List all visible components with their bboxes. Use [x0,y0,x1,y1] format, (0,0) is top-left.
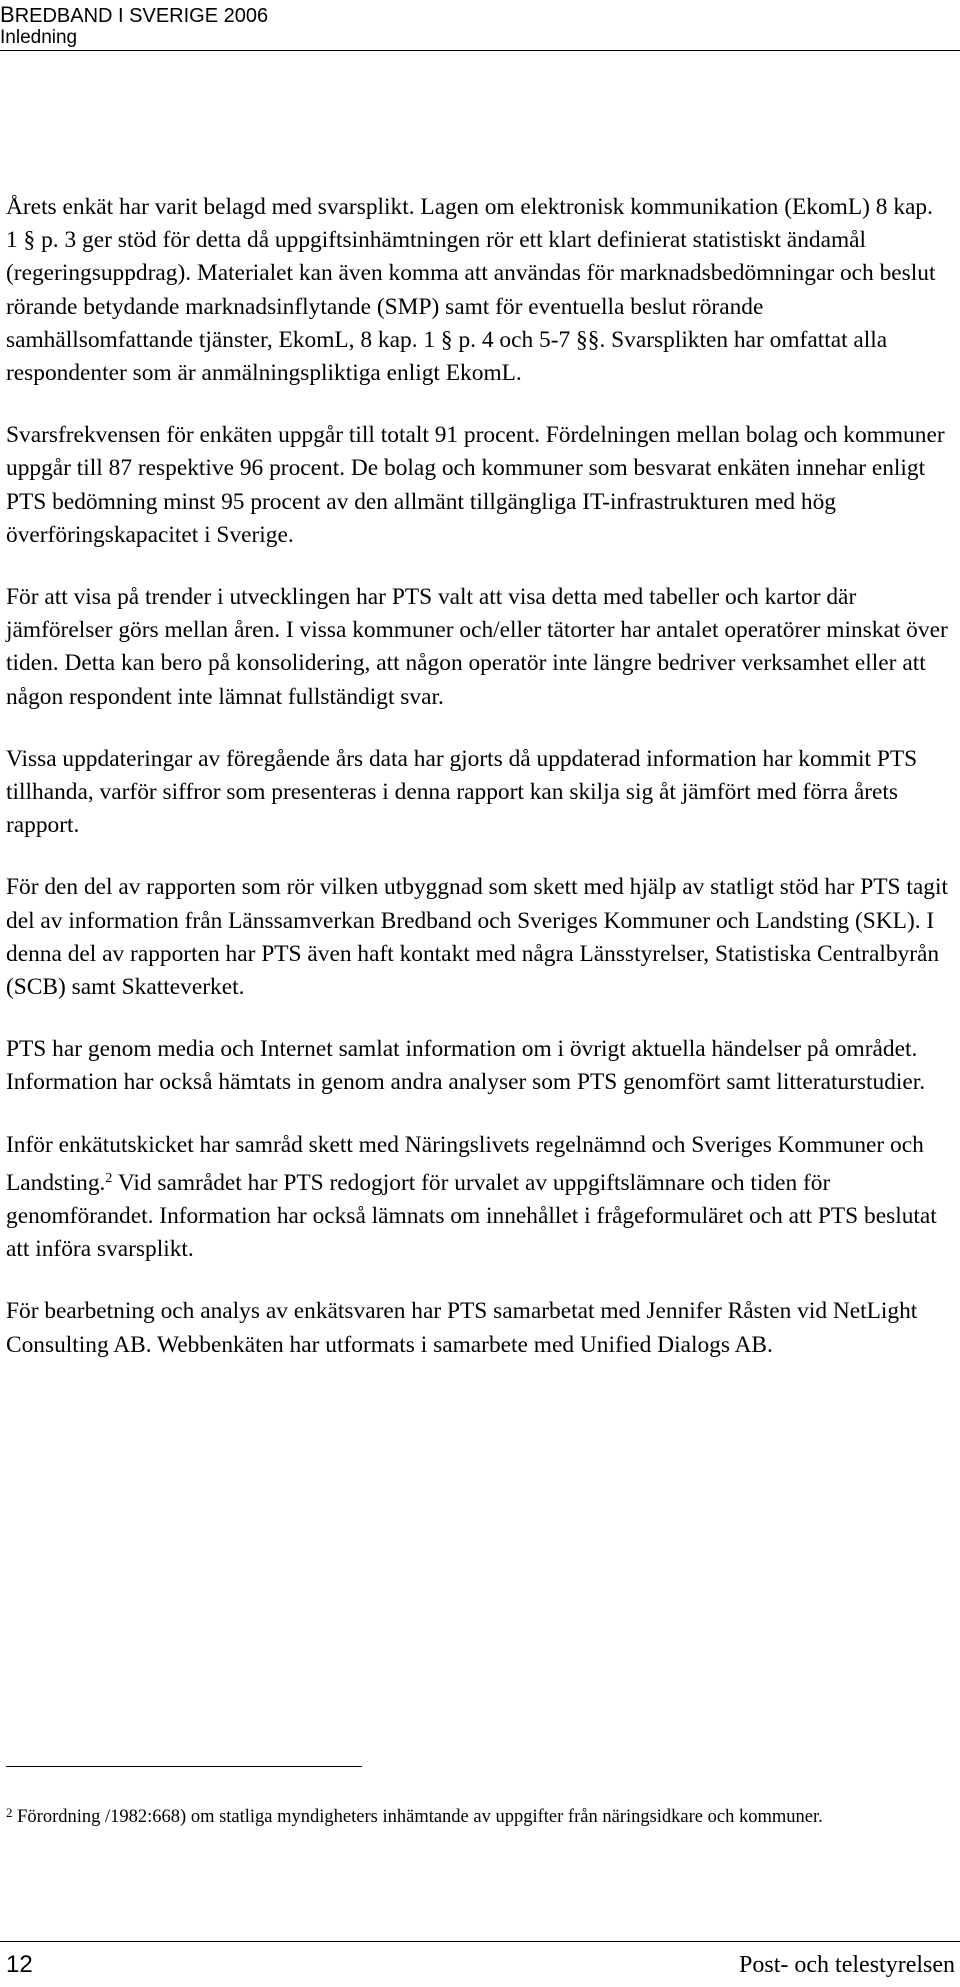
page-number: 12 [6,1951,33,1978]
paragraph: Svarsfrekvensen för enkäten uppgår till totalt 91 procent. Fördelningen mellan bolag och kommuner uppgår till 87 respektive 96 procent. De bolag och kommuner som besvarat enkäten innehar enligt PTS bedömning minst 95 procent av den allmänt tillgängliga IT-infrastrukturen med hög överföringskapacitet i Sverige. [6,422,945,548]
publisher-name: Post- och telestyrelsen [739,1952,955,1978]
body-text [6,191,950,1391]
paragraph: För att visa på trender i utvecklingen har PTS valt att visa detta med tabeller och kartor där jämförelser görs mellan åren. I vissa kommuner och/eller tätorter har antalet operatörer minskat över tiden. Detta kan bero på konsolidering, att någon operatör inte längre bedriver verksamhet eller att någon respondent inte lämnat fullständigt svar. [6,584,948,710]
report-title [0,4,960,27]
paragraph: Vissa uppdateringar av föregående års data har gjorts då uppdaterad information har kommit PTS tillhanda, varför siffror som presenteras i denna rapport kan skilja sig åt jämfört med förra årets rapport. [6,745,918,839]
paragraph-text: Vid samrådet har PTS redogjort för urvalet av uppgiftslämnare och tiden för genomförandet. Information har också lämnats om innehållet i frågeformuläret och att PTS beslutat att införa svarsplikt. [6,1169,937,1263]
section-name: Inledning [0,27,78,48]
footnote-reference: 2 [105,1170,113,1186]
report-title-rest: REDBAND I SVERIGE 2006 [14,5,269,27]
header-divider [0,50,960,51]
paragraph: För bearbetning och analys av enkätsvaren har PTS samarbetat med Jennifer Råsten vid NetLight Consulting AB. Webbenkäten har utformats i samarbete med Unified Dialogs AB. [6,1298,918,1358]
paragraph: Årets enkät har varit belagd med svarsplikt. Lagen om elektronisk kommunikation (EkomL) 8 kap. 1 § p. 3 ger stöd för detta då uppgiftsinhämtningen rör ett klart definierat statistiskt ändamål (regeringsuppdrag). Materialet kan även komma att användas för marknadsbedömningar och beslut rörande betydande marknadsinflytande (SMP) samt för eventuella beslut rörande samhällsomfattande tjänster, EkomL, 8 kap. 1 § p. 4 och 5-7 §§. Svarsplikten har omfattat alla respondenter som är anmälningspliktiga enligt EkomL. [6,194,936,387]
footnote-text: Förordning /1982:668) om statliga myndigheters inhämtande av uppgifter från näringsidkare och kommuner. [12,1807,823,1827]
footnote [6,1798,950,1832]
paragraph: PTS har genom media och Internet samlat information om i övrigt aktuella händelser på området. Information har också hämtats in genom andra analyser som PTS genomfört samt litteraturstudier. [6,1036,926,1096]
footnote-mark: 2 [6,1805,13,1820]
footnote-divider [6,1766,362,1767]
footer-divider [0,1941,960,1942]
paragraph: För den del av rapporten som rör vilken utbyggnad som skett med hjälp av statligt stöd har PTS tagit del av information från Länssamverkan Bredband och Sveriges Kommuner och Landsting (SKL). I denna del av rapporten har PTS även haft kontakt med några Länsstyrelser, Statistiska Centralbyrån (SCB) samt Skatteverket. [6,874,948,1001]
running-header [0,4,960,49]
report-title-initial: B [0,2,15,27]
paragraph-text: Inför enkätutskicket har samråd skett med Näringslivets regelnämnd och Sveriges Kommuner och Landsting. [6,1131,924,1196]
paragraph-with-footnote [6,1129,950,1267]
